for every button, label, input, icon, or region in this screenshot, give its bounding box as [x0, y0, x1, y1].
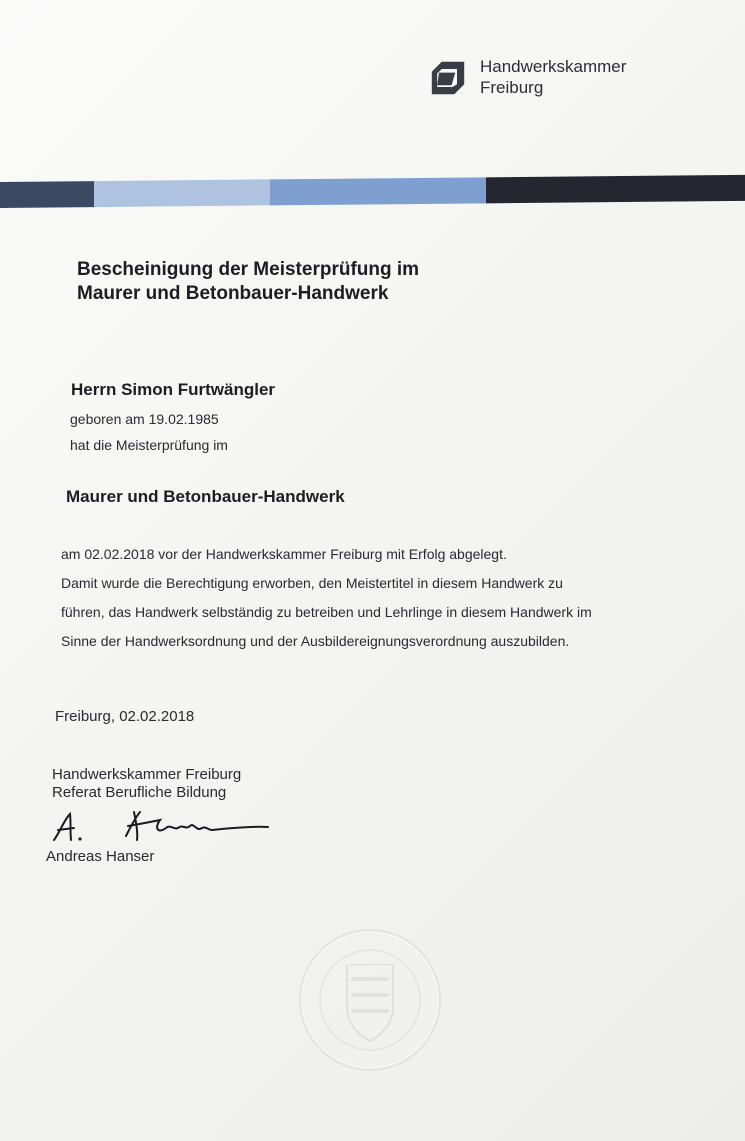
birth-date-line: geboren am 19.02.1985	[70, 411, 219, 427]
recipient-name: Herrn Simon Furtwängler	[71, 380, 276, 399]
body-line-3: führen, das Handwerk selbständig zu betreiben und Lehrlinge in diesem Handwerk im	[61, 604, 592, 620]
handwritten-signature	[40, 806, 280, 846]
trade-name: Maurer und Betonbauer-Handwerk	[66, 487, 345, 506]
certificate-title	[77, 258, 419, 306]
stripe-segment-mid-blue	[270, 177, 486, 205]
exam-line: hat die Meisterprüfung im	[70, 437, 228, 453]
body-line-1: am 02.02.2018 vor der Handwerkskammer Freiburg mit Erfolg abgelegt.	[61, 546, 507, 562]
title-line-2: Maurer und Betonbauer-Handwerk	[77, 283, 389, 304]
header-logo	[430, 56, 626, 98]
org-name	[480, 56, 626, 98]
title-line-1: Bescheinigung der Meisterprüfung im	[77, 259, 420, 280]
stripe-segment-navy	[486, 175, 745, 203]
place-date: Freiburg, 02.02.2018	[55, 708, 195, 725]
certificate-body	[61, 540, 701, 656]
body-line-2: Damit wurde die Berechtigung erworben, den Meistertitel in diesem Handwerk zu	[61, 575, 563, 591]
signing-organization	[52, 766, 241, 802]
org-name-line2: Freiburg	[480, 78, 544, 97]
signing-org-line-2: Referat Berufliche Bildung	[52, 784, 227, 801]
org-name-line1: Handwerkskammer	[480, 57, 627, 76]
signing-org-line-1: Handwerkskammer Freiburg	[52, 766, 242, 783]
signer-name: Andreas Hanser	[46, 848, 155, 865]
color-stripe	[0, 175, 745, 208]
stripe-segment-dark-blue	[0, 181, 94, 208]
body-line-4: Sinne der Handwerksordnung und der Ausbildereignungsverordnung auszubilden.	[61, 633, 570, 649]
stripe-segment-light-blue	[94, 179, 270, 207]
embossed-seal-icon	[295, 925, 445, 1075]
hwk-logo-icon	[430, 60, 466, 96]
